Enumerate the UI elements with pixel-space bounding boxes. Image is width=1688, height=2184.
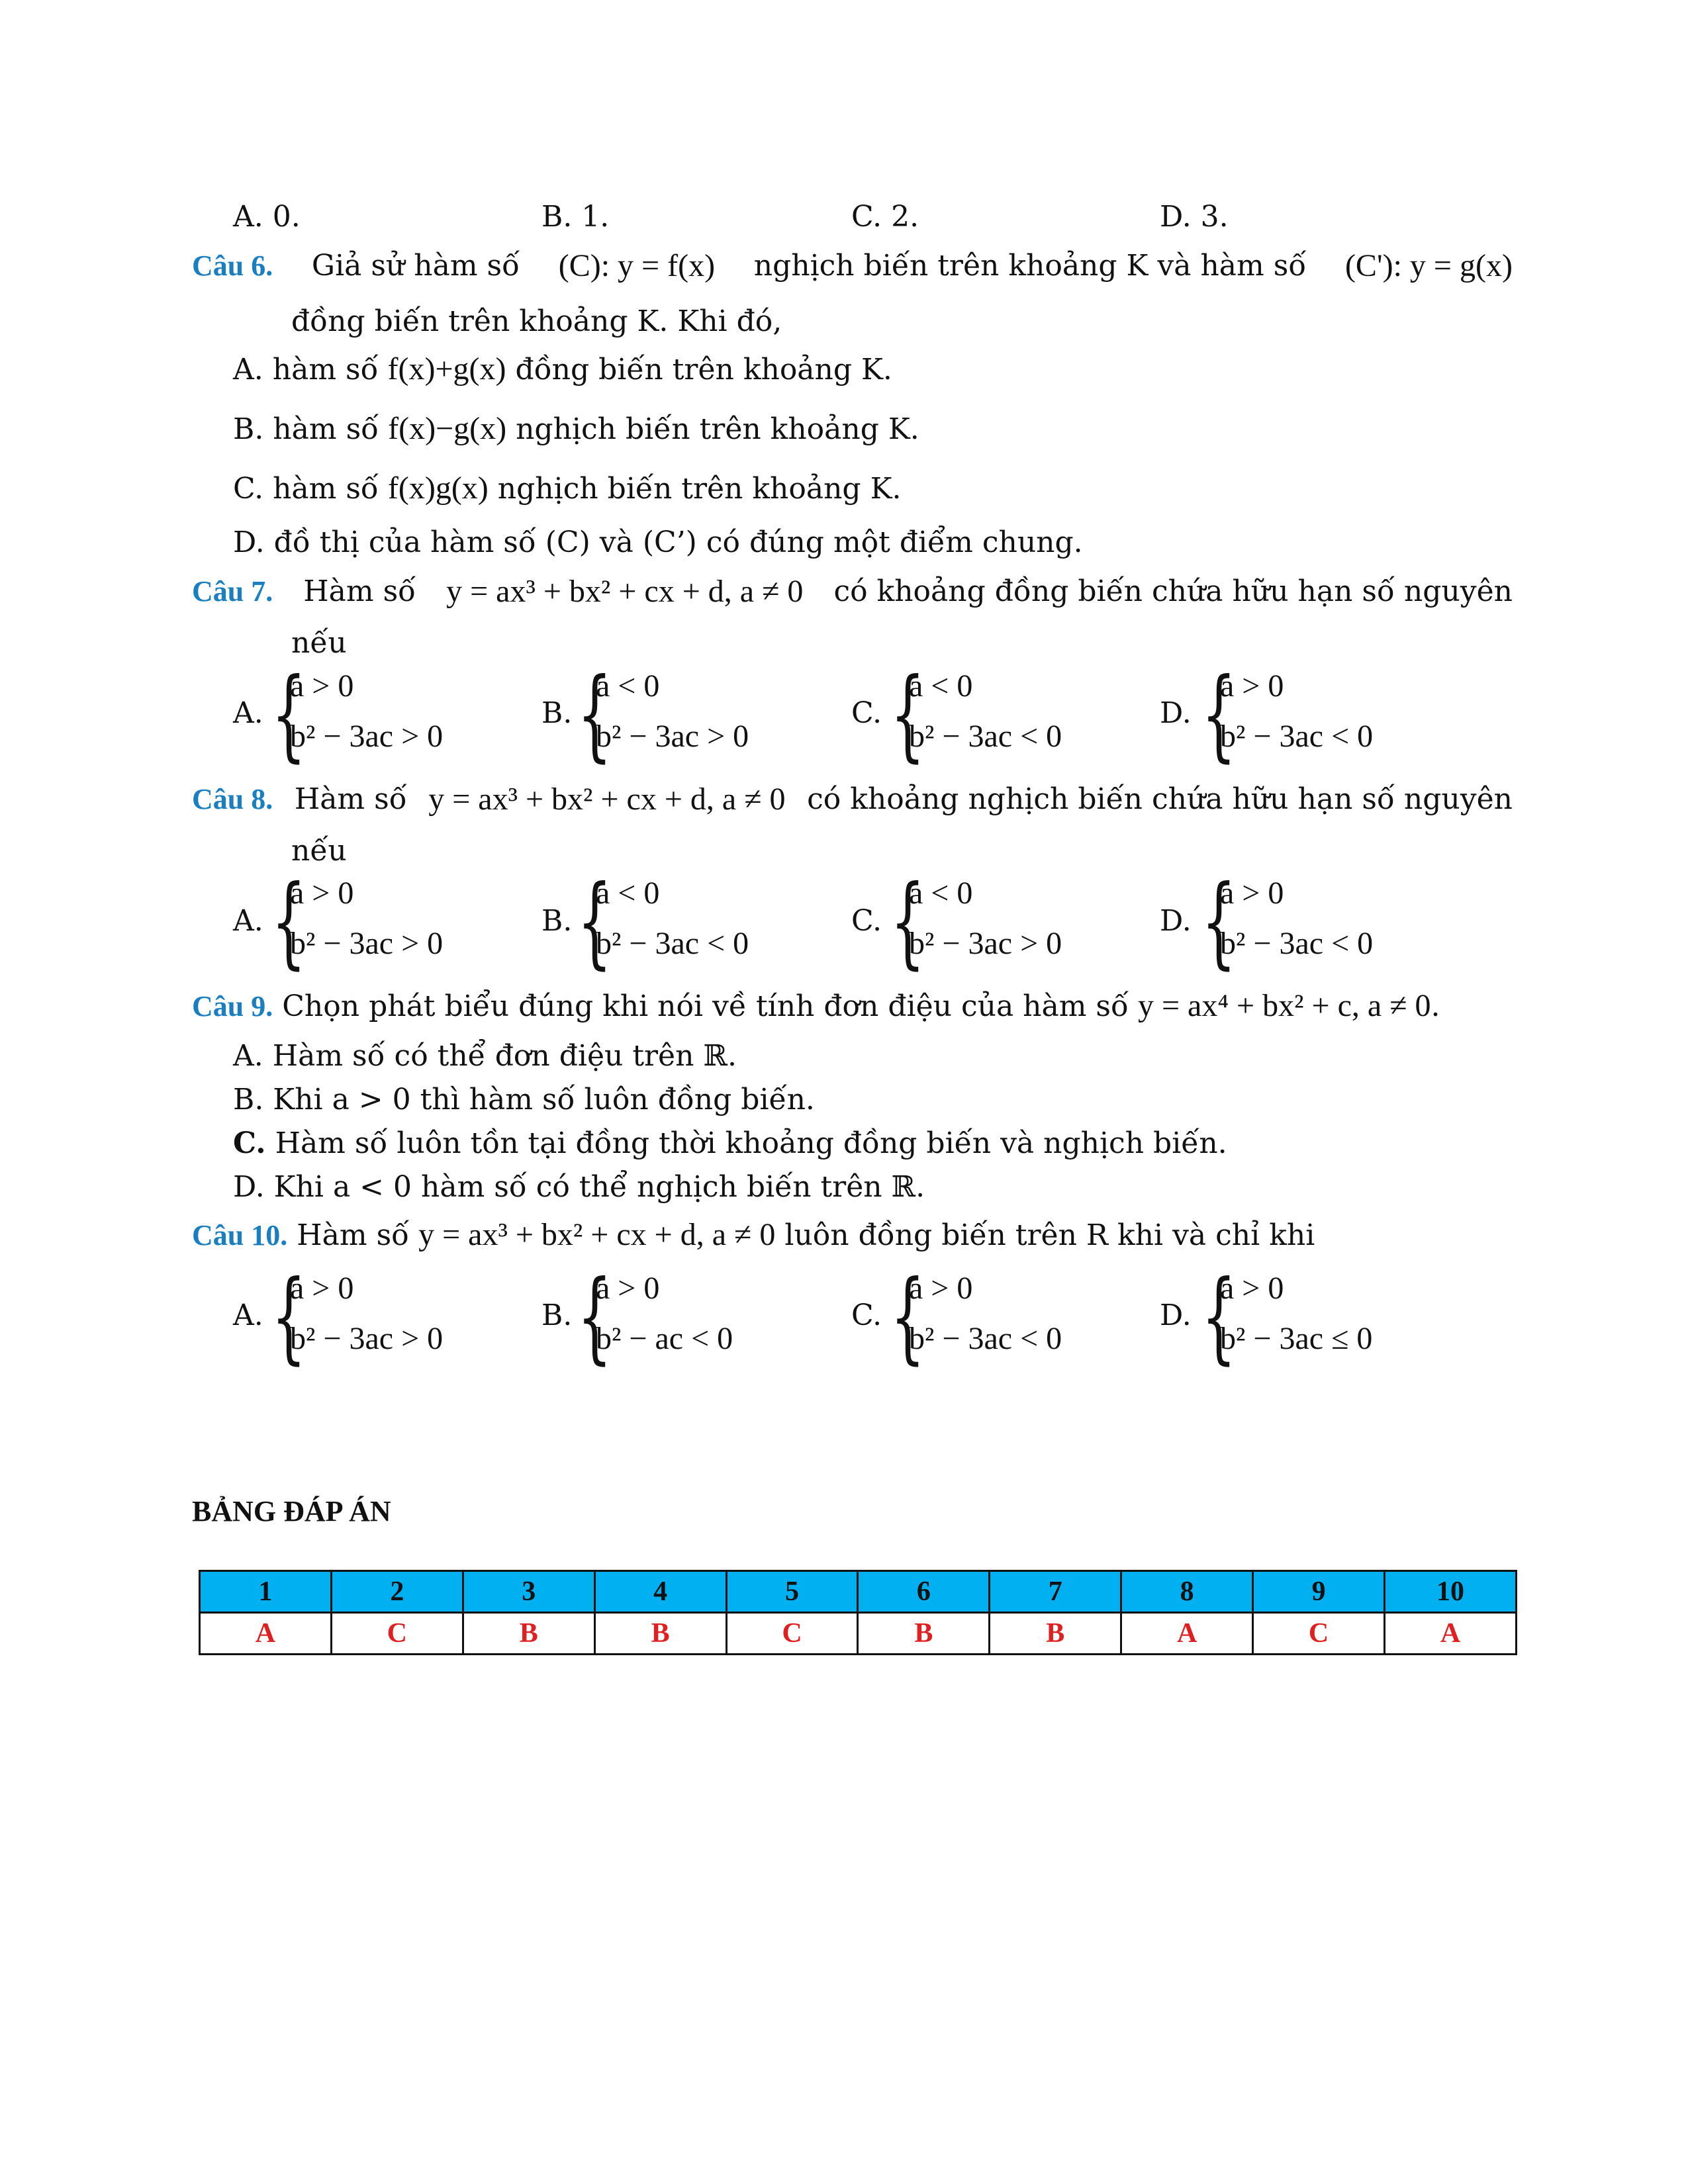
brace-icon: { (577, 1259, 612, 1375)
q6-option-c-math: f(x)g(x) (387, 471, 489, 506)
answer-cell: B (594, 1613, 726, 1655)
question-number-cell: 4 (594, 1571, 726, 1613)
q6-option-b-math: f(x)−g(x) (388, 411, 507, 446)
answer-cell: A (200, 1613, 332, 1655)
q7-option-a-letter: A. (233, 696, 263, 730)
question-number-cell: 6 (858, 1571, 990, 1613)
answer-cell: B (858, 1613, 990, 1655)
q10-option-a-letter: A. (233, 1298, 263, 1332)
answer-cell: C (726, 1613, 858, 1655)
answer-table-answer-row (200, 1613, 1517, 1655)
q7-text-post: có khoảng đồng biến chứa hữu hạn số nguyên (833, 574, 1513, 608)
q10-option-b-cond2: b² − ac < 0 (596, 1321, 733, 1356)
q8-option-a-cond2: b² − 3ac > 0 (290, 926, 444, 961)
q6-math-c: (C): y = f(x) (558, 248, 716, 283)
q6-option-d: D. đồ thị của hàm số (C) và (C’) có đúng một điểm chung. (233, 525, 1083, 559)
q8-option-d-cond2: b² − 3ac < 0 (1220, 926, 1374, 961)
question-number-cell: 3 (463, 1571, 594, 1613)
brace-icon: { (890, 864, 925, 979)
question-number-cell: 7 (990, 1571, 1121, 1613)
q10-option-c-cond2: b² − 3ac < 0 (909, 1321, 1062, 1356)
answer-cell: A (1121, 1613, 1253, 1655)
q7-option-a-cond2: b² − 3ac > 0 (290, 719, 444, 754)
q7-option-c-cond2: b² − 3ac < 0 (909, 719, 1062, 754)
q9-stem (192, 986, 1440, 1026)
question-number-cell: 1 (200, 1571, 332, 1613)
q7-stem-line2: nếu (291, 626, 347, 660)
brace-icon: { (890, 657, 925, 772)
q8-option-c-cond2: b² − 3ac > 0 (909, 926, 1062, 961)
q5-option-c: C. 2. (851, 200, 919, 234)
brace-icon: { (271, 1259, 306, 1375)
q6-option-c (233, 469, 901, 509)
q8-option-d-letter: D. (1160, 904, 1192, 938)
q8-stem-line1 (192, 780, 1513, 819)
q6-option-a-math: f(x)+g(x) (387, 351, 506, 387)
brace-icon: { (271, 657, 306, 772)
q10-math: y = ax³ + bx² + cx + d, a ≠ 0 (418, 1217, 776, 1252)
brace-icon: { (1201, 1259, 1237, 1375)
q5-option-d: D. 3. (1160, 200, 1229, 234)
question-number-cell: 5 (726, 1571, 858, 1613)
q9-option-c-letter: C. (233, 1126, 266, 1160)
q10-option-b-cond1: a > 0 (596, 1271, 660, 1306)
q9-math: y = ax⁴ + bx² + c, a ≠ 0 (1137, 988, 1431, 1023)
answer-cell: C (1253, 1613, 1385, 1655)
q6-stem-line1 (192, 246, 1513, 286)
q7-option-c-letter: C. (851, 696, 882, 730)
q8-option-a-letter: A. (233, 904, 263, 938)
answer-table (199, 1570, 1517, 1655)
q8-option-b-cond1: a < 0 (596, 876, 660, 911)
q8-option-c-cond1: a < 0 (909, 876, 973, 911)
q6-option-a-prefix: A. hàm số (233, 353, 379, 387)
q10-label: Câu 10. (192, 1219, 288, 1251)
q7-stem-line1 (192, 572, 1513, 612)
brace-icon: { (1201, 864, 1237, 979)
q7-label: Câu 7. (192, 575, 273, 608)
q10-stem (192, 1215, 1315, 1255)
q6-option-b (233, 409, 919, 449)
q10-option-d-cond2: b² − 3ac ≤ 0 (1220, 1321, 1373, 1356)
q8-option-a-cond1: a > 0 (290, 876, 354, 911)
q6-math-cprime: (C'): y = g(x) (1344, 248, 1513, 283)
q8-label: Câu 8. (192, 783, 273, 815)
q6-option-a (233, 349, 892, 390)
q9-text-pre: Chọn phát biểu đúng khi nói về tính đơn điệu của hàm số (282, 989, 1129, 1023)
q7-option-b-cond1: a < 0 (596, 668, 660, 704)
q6-text-a: Giả sử hàm số (311, 249, 520, 283)
q7-math: y = ax³ + bx² + cx + d, a ≠ 0 (446, 574, 804, 609)
q6-option-b-suffix: nghịch biến trên khoảng K. (516, 412, 919, 446)
q7-option-d-cond2: b² − 3ac < 0 (1220, 719, 1374, 754)
q8-option-d-cond1: a > 0 (1220, 876, 1284, 911)
q7-option-d-cond1: a > 0 (1220, 668, 1284, 704)
brace-icon: { (271, 864, 306, 979)
q6-option-a-suffix: đồng biến trên khoảng K. (515, 353, 892, 387)
q7-text-pre: Hàm số (303, 574, 416, 608)
q6-option-c-suffix: nghịch biến trên khoảng K. (497, 472, 902, 506)
q10-option-d-cond1: a > 0 (1220, 1271, 1284, 1306)
q10-option-d-letter: D. (1160, 1298, 1192, 1332)
q8-stem-line2: nếu (291, 834, 347, 868)
q10-option-c-letter: C. (851, 1298, 882, 1332)
answer-table-header-row (200, 1571, 1517, 1613)
answer-cell: C (331, 1613, 463, 1655)
q7-option-b-cond2: b² − 3ac > 0 (596, 719, 749, 754)
q7-option-b-letter: B. (541, 696, 573, 730)
answer-cell: A (1385, 1613, 1517, 1655)
brace-icon: { (890, 1259, 925, 1375)
q6-stem-line2: đồng biến trên khoảng K. Khi đó, (291, 304, 782, 338)
q8-option-c-letter: C. (851, 904, 882, 938)
q6-option-b-prefix: B. hàm số (233, 412, 379, 446)
q9-option-b: B. Khi a > 0 thì hàm số luôn đồng biến. (233, 1083, 815, 1116)
q9-option-c-text: Hàm số luôn tồn tại đồng thời khoảng đồng biến và nghịch biến. (275, 1126, 1227, 1160)
q9-option-a: A. Hàm số có thể đơn điệu trên ℝ. (233, 1039, 737, 1073)
q8-text-pre: Hàm số (294, 782, 407, 816)
q9-label: Câu 9. (192, 990, 273, 1023)
q10-option-a-cond2: b² − 3ac > 0 (290, 1321, 444, 1356)
q10-option-b-letter: B. (541, 1298, 573, 1332)
q6-option-c-prefix: C. hàm số (233, 472, 379, 506)
q5-option-b: B. 1. (541, 200, 610, 234)
question-number-cell: 10 (1385, 1571, 1517, 1613)
brace-icon: { (1201, 657, 1237, 772)
q9-option-c (233, 1124, 1227, 1163)
question-number-cell: 8 (1121, 1571, 1253, 1613)
answer-cell: B (463, 1613, 594, 1655)
brace-icon: { (577, 864, 612, 979)
q5-option-a: A. 0. (233, 200, 301, 234)
q8-option-b-letter: B. (541, 904, 573, 938)
q7-option-d-letter: D. (1160, 696, 1192, 730)
q10-text-post: luôn đồng biến trên R khi và chỉ khi (784, 1218, 1315, 1252)
q6-label: Câu 6. (192, 250, 273, 282)
q9-text-end: . (1430, 989, 1440, 1023)
brace-icon: { (577, 657, 612, 772)
question-number-cell: 9 (1253, 1571, 1385, 1613)
q6-text-b: nghịch biến trên khoảng K và hàm số (753, 249, 1307, 283)
answer-cell: B (990, 1613, 1121, 1655)
q10-option-c-cond1: a > 0 (909, 1271, 973, 1306)
q9-option-d: D. Khi a < 0 hàm số có thể nghịch biến trên ℝ. (233, 1170, 925, 1204)
q7-option-c-cond1: a < 0 (909, 668, 973, 704)
q8-option-b-cond2: b² − 3ac < 0 (596, 926, 749, 961)
q10-option-a-cond1: a > 0 (290, 1271, 354, 1306)
q10-text-pre: Hàm số (297, 1218, 410, 1252)
q7-option-a-cond1: a > 0 (290, 668, 354, 704)
question-number-cell: 2 (331, 1571, 463, 1613)
q8-text-post: có khoảng nghịch biến chứa hữu hạn số nguyên (807, 782, 1513, 816)
q8-math: y = ax³ + bx² + cx + d, a ≠ 0 (428, 782, 786, 817)
answer-table-title: BẢNG ĐÁP ÁN (192, 1495, 391, 1527)
